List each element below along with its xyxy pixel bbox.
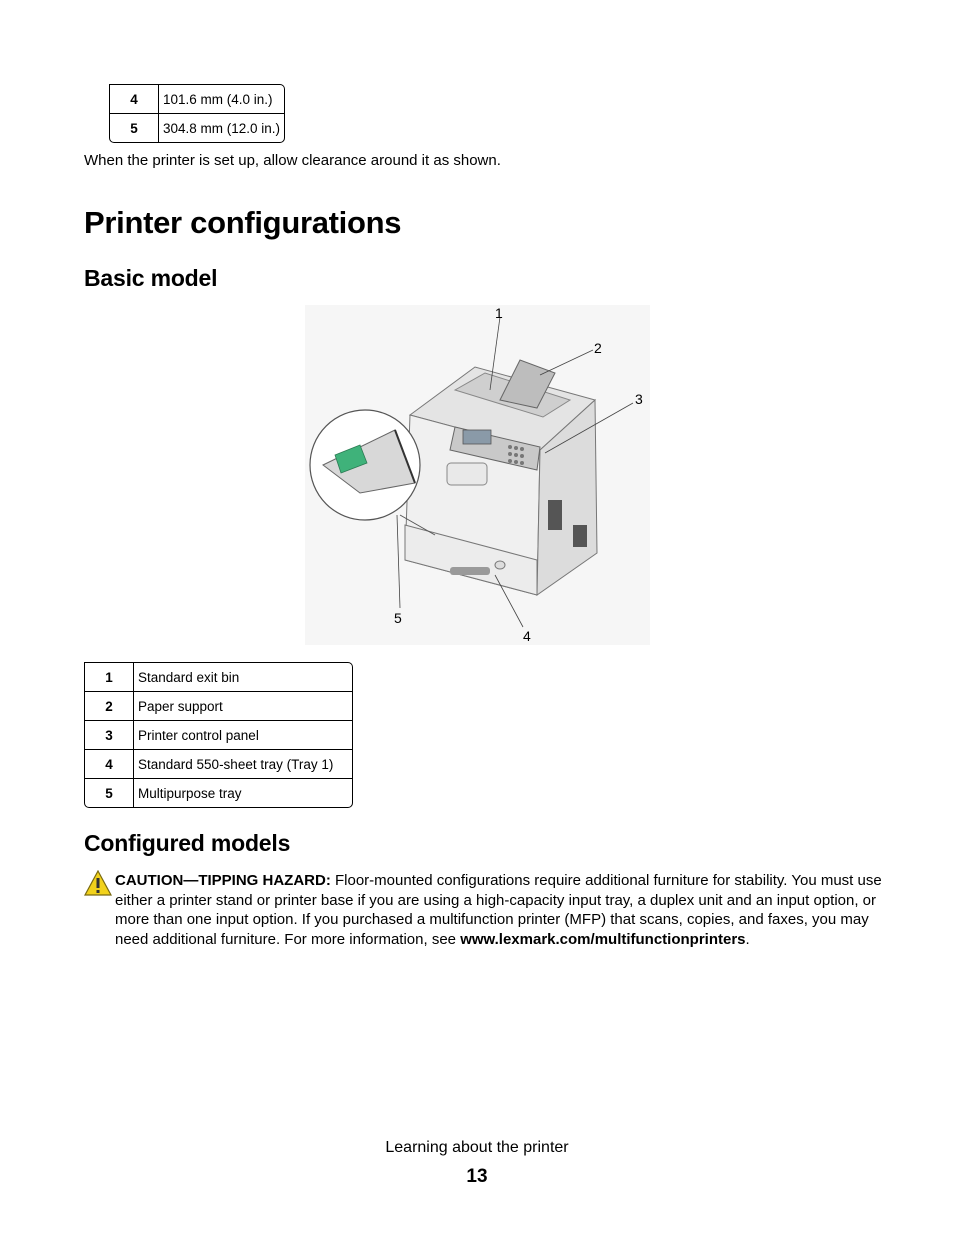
section-heading-basic: Basic model xyxy=(84,265,218,291)
callout-2: 2 xyxy=(594,340,602,356)
row-number: 4 xyxy=(109,84,159,114)
row-number: 2 xyxy=(84,692,134,721)
printer-illustration xyxy=(305,305,650,645)
parts-table-wrap xyxy=(84,662,353,808)
callout-3: 3 xyxy=(635,391,643,407)
caution-paragraph xyxy=(115,871,885,949)
page-number: 13 xyxy=(466,1166,488,1187)
clearance-table-wrap xyxy=(109,84,285,143)
row-text: 101.6 mm (4.0 in.) xyxy=(159,84,285,114)
footer-section: Learning about the printer xyxy=(385,1139,569,1156)
callout-5: 5 xyxy=(394,610,402,626)
row-number: 1 xyxy=(84,662,134,692)
section-heading-configured: Configured models xyxy=(84,830,291,856)
table-row xyxy=(84,662,353,692)
callout-1: 1 xyxy=(495,305,503,321)
row-number: 5 xyxy=(84,779,134,808)
table-row xyxy=(84,721,353,750)
caution-text: Floor-mounted configurations require additional furniture for stability. You must use either a printer stand or printer base if you are using a high-capacity input tray, a duplex unit and an input option, or more than one input option. If you purchased a multifunction printer (MFP) that scans, copies, and faxes, you may need additional furniture. For more information, see xyxy=(115,872,882,948)
caution-link[interactable]: www.lexmark.com/multifunctionprinters xyxy=(460,930,746,948)
table-row xyxy=(109,84,285,114)
parts-table xyxy=(84,662,353,808)
intro-text: When the printer is set up, allow clearance around it as shown. xyxy=(84,152,501,169)
row-text: Multipurpose tray xyxy=(134,779,353,808)
row-text: Standard 550-sheet tray (Tray 1) xyxy=(134,750,353,779)
clearance-table xyxy=(109,84,285,143)
row-text: Printer control panel xyxy=(134,721,353,750)
table-row xyxy=(84,692,353,721)
table-row xyxy=(109,114,285,143)
caution-label: CAUTION—TIPPING HAZARD: xyxy=(115,872,331,889)
table-row xyxy=(84,779,353,808)
row-number: 5 xyxy=(109,114,159,143)
caution-icon xyxy=(84,870,112,901)
row-text: Paper support xyxy=(134,692,353,721)
row-text: 304.8 mm (12.0 in.) xyxy=(159,114,285,143)
table-row xyxy=(84,750,353,779)
page-title: Printer configurations xyxy=(84,205,402,240)
caution-end: . xyxy=(745,930,750,948)
row-number: 4 xyxy=(84,750,134,779)
row-text: Standard exit bin xyxy=(134,662,353,692)
printer-drawing xyxy=(305,305,650,645)
callout-4: 4 xyxy=(523,628,531,644)
row-number: 3 xyxy=(84,721,134,750)
